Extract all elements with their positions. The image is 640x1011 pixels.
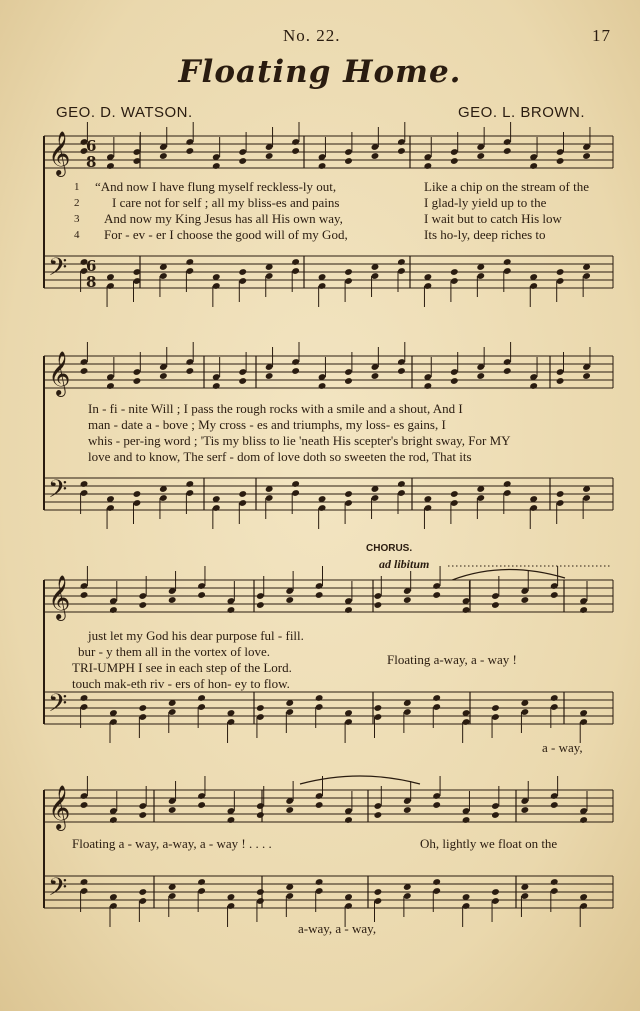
note-head [185, 258, 194, 266]
note-head [374, 601, 383, 609]
note-head [397, 367, 406, 375]
note-head [106, 162, 115, 170]
time-signature: 6 [86, 257, 97, 275]
note-head [491, 888, 500, 896]
bass-clef-icon: 𝄢 [48, 873, 68, 908]
note-head [550, 878, 559, 886]
note-head [432, 694, 441, 702]
note-head [491, 811, 500, 819]
lyric-line: bur - y them all in the vortex of love. [78, 644, 271, 659]
note-head [520, 806, 529, 814]
note-head [315, 801, 324, 809]
note-head [238, 268, 247, 276]
note-head [556, 377, 565, 385]
note-head [80, 367, 89, 375]
note-head [403, 806, 412, 814]
note-head [291, 480, 300, 488]
note-head [582, 372, 591, 380]
note-head [450, 157, 459, 165]
note-head [374, 704, 383, 712]
note-head [80, 480, 89, 488]
lyric-line: For - ev - er I choose the good will of my God, [104, 227, 348, 242]
note-head [503, 258, 512, 266]
note-head [556, 268, 565, 276]
note-head [80, 591, 89, 599]
note-head [238, 157, 247, 165]
chorus-label: CHORUS. [366, 543, 413, 554]
note-head [450, 490, 459, 498]
refrain-text: Floating a-way, a - way ! [387, 652, 517, 667]
note-head [318, 382, 327, 390]
lyric-line: TRI-UMPH I see in each step of the Lord. [72, 660, 292, 675]
bass-clef-icon: 𝄢 [48, 689, 68, 724]
ad-libitum-mark: ad libitum [379, 557, 430, 571]
note-head [579, 816, 588, 824]
lyric-line: I care not for self ; all my bliss-es and pains [112, 195, 340, 210]
note-head [256, 601, 265, 609]
note-head [424, 162, 433, 170]
note-head [197, 694, 206, 702]
lyric-line: love and to know, The serf - dom of love doth so sweeten the rod, That its [88, 449, 472, 464]
lyric-line: just let my God his dear purpose ful - fill. [88, 628, 304, 643]
verse-number: 4 [74, 229, 80, 241]
treble-clef-icon: 𝄞 [48, 785, 71, 829]
slur [300, 776, 420, 784]
note-head [265, 372, 274, 380]
note-head [344, 157, 353, 165]
note-head [185, 480, 194, 488]
bass-lyric: a-way, a - way, [298, 921, 377, 936]
note-head [476, 152, 485, 160]
lyric-line: And now my King Jesus has all His own way, [104, 211, 343, 226]
lyric-line: In - fi - nite Will ; I pass the rough rocks with a smile and a shout, And I [88, 401, 463, 416]
note-head [397, 480, 406, 488]
note-head [80, 694, 89, 702]
note-head [344, 490, 353, 498]
note-head [291, 367, 300, 375]
note-head [344, 816, 353, 824]
note-head [197, 878, 206, 886]
note-head [227, 816, 236, 824]
bass-clef-icon: 𝄢 [48, 475, 68, 510]
note-head [168, 806, 177, 814]
note-head [256, 888, 265, 896]
note-head [432, 801, 441, 809]
note-head [197, 801, 206, 809]
verse-number: 2 [74, 197, 80, 209]
note-head [397, 258, 406, 266]
note-head [109, 816, 118, 824]
note-head [238, 377, 247, 385]
note-head [503, 147, 512, 155]
note-head [550, 694, 559, 702]
note-head [582, 152, 591, 160]
note-head [227, 606, 236, 614]
verse-number: 1 [74, 181, 80, 193]
note-head [256, 811, 265, 819]
note-head [491, 601, 500, 609]
note-head [315, 591, 324, 599]
page-number: 17 [592, 26, 611, 45]
hymn-title: Floating Home. [178, 54, 462, 90]
note-head [344, 377, 353, 385]
lyric-line: “And now I have flung myself reckless-ly out, [95, 179, 337, 194]
treble-clef-icon: 𝄞 [48, 575, 71, 619]
bass-lyric: a - way, [542, 740, 583, 755]
lyric-line: man - date a - bove ; My cross - es and triumphs, my loss- es gains, I [88, 417, 446, 432]
note-head [238, 490, 247, 498]
note-head [138, 811, 147, 819]
note-head [450, 268, 459, 276]
note-head [285, 806, 294, 814]
note-head [138, 704, 147, 712]
composer-credit: GEO. L. BROWN. [458, 104, 586, 121]
note-head [138, 601, 147, 609]
note-head [550, 801, 559, 809]
note-head [450, 377, 459, 385]
author-credit: GEO. D. WATSON. [56, 104, 193, 121]
note-head [265, 152, 274, 160]
bass-clef-icon: 𝄢 [48, 253, 68, 288]
note-head [529, 382, 538, 390]
note-head [403, 596, 412, 604]
note-head [315, 878, 324, 886]
treble-clef-icon: 𝄞 [48, 131, 71, 175]
lyric-line: Like a chip on the stream of the [424, 179, 589, 194]
note-head [520, 596, 529, 604]
note-head [285, 596, 294, 604]
note-head [432, 878, 441, 886]
lyric-line: Oh, lightly we float on the [420, 836, 558, 851]
note-head [109, 606, 118, 614]
note-head [579, 606, 588, 614]
note-head [491, 704, 500, 712]
time-signature: 6 [86, 137, 97, 155]
time-signature: 8 [86, 273, 97, 291]
note-head [256, 704, 265, 712]
lyric-line: Floating a - way, a-way, a - way ! . . . . [72, 836, 272, 851]
note-head [80, 801, 89, 809]
note-head [462, 816, 471, 824]
note-head [197, 591, 206, 599]
slur [452, 569, 565, 580]
note-head [318, 162, 327, 170]
lyric-line: whis - per-ing word ; 'Tis my bliss to lie 'neath His scepter's bright sway, For MY [88, 433, 511, 448]
note-head [212, 162, 221, 170]
lyric-line: touch mak-eth riv - ers of hon- ey to flow. [72, 676, 290, 691]
note-head [315, 694, 324, 702]
note-head [344, 268, 353, 276]
note-head [159, 152, 168, 160]
note-head [106, 382, 115, 390]
note-head [503, 367, 512, 375]
hymn-number: No. 22. [283, 26, 341, 45]
note-head [374, 811, 383, 819]
note-head [168, 596, 177, 604]
note-head [133, 490, 142, 498]
verse-number: 3 [74, 213, 80, 225]
note-head [291, 258, 300, 266]
note-head [291, 147, 300, 155]
time-signature: 8 [86, 153, 97, 171]
note-head [185, 147, 194, 155]
note-head [476, 372, 485, 380]
lyric-line: I glad-ly yield up to the [424, 195, 547, 210]
note-head [159, 372, 168, 380]
treble-clef-icon: 𝄞 [48, 351, 71, 395]
note-head [503, 480, 512, 488]
note-head [550, 591, 559, 599]
note-head [80, 878, 89, 886]
lyric-line: Its ho-ly, deep riches to [424, 227, 546, 242]
note-head [424, 382, 433, 390]
note-head [371, 372, 380, 380]
note-head [556, 157, 565, 165]
note-head [212, 382, 221, 390]
note-head [138, 888, 147, 896]
note-head [529, 162, 538, 170]
note-head [185, 367, 194, 375]
note-head [374, 888, 383, 896]
note-head [556, 490, 565, 498]
note-head [432, 591, 441, 599]
note-head [344, 606, 353, 614]
note-head [462, 606, 471, 614]
note-head [371, 152, 380, 160]
note-head [133, 377, 142, 385]
note-head [397, 147, 406, 155]
lyric-line: I wait but to catch His low [424, 211, 562, 226]
